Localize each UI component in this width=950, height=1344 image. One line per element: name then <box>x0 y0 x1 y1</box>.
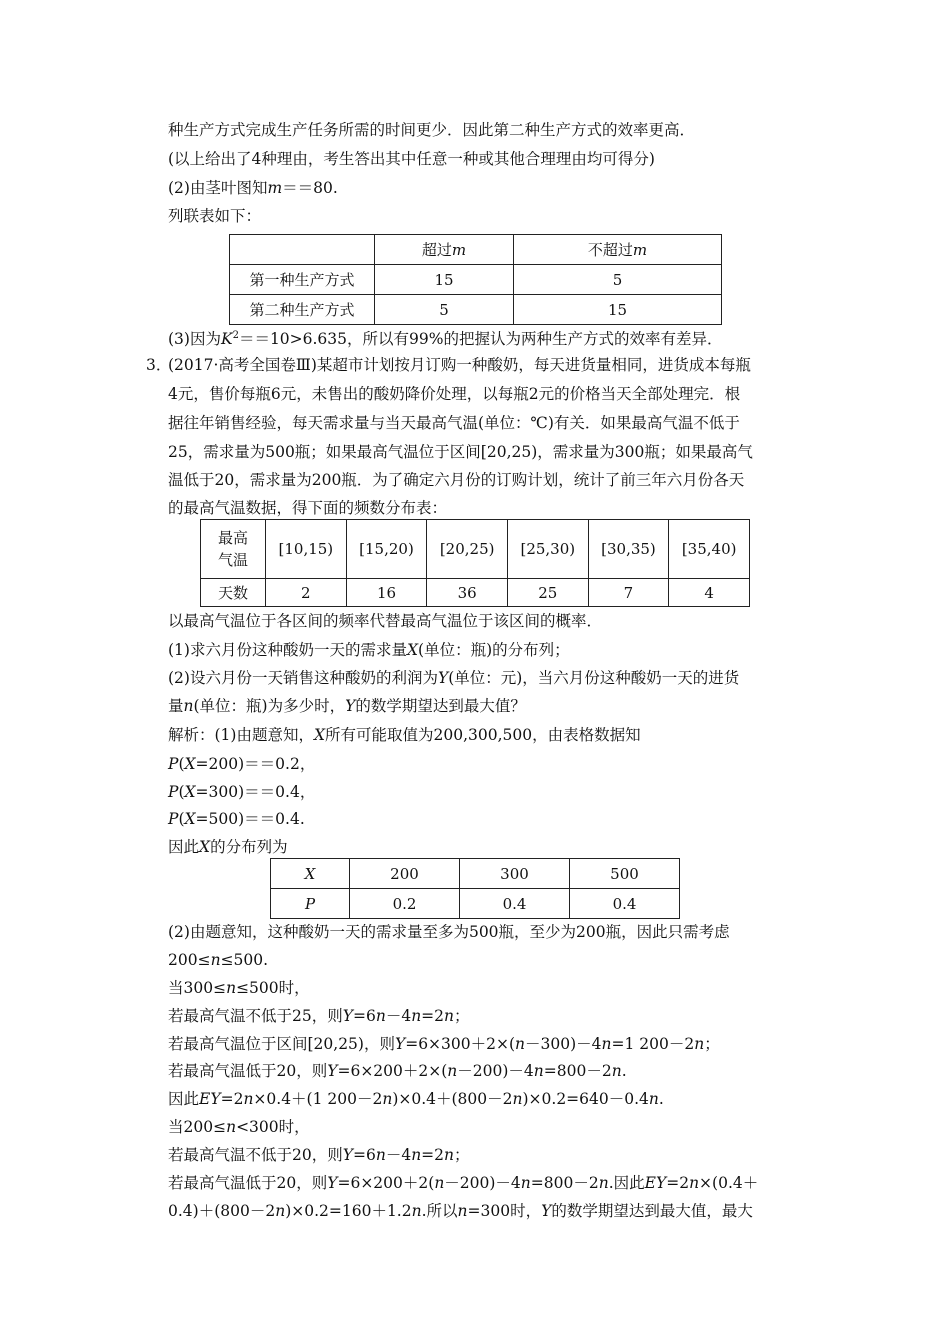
table-header-cell: [25,30) <box>507 520 588 579</box>
text-line: 25，需求量为500瓶；如果最高气温位于区间[20,25)，需求量为300瓶；如果最高气 <box>168 443 753 461</box>
table-header-cell: [10,15) <box>266 520 347 579</box>
table-cell: 5 <box>375 295 514 325</box>
table-cell: 4 <box>669 579 750 607</box>
text-line: (2)由茎叶图知m＝＝80. <box>168 179 338 197</box>
table-cell: 36 <box>427 579 508 607</box>
table-row-label: 第一种生产方式 <box>230 265 375 295</box>
text-line: 若最高气温低于20，则Y=6×200＋2(n－200)－4n=800－2n.因此EY=2n×(0.4＋ <box>168 1174 759 1192</box>
table-header-cell: [15,20) <box>346 520 427 579</box>
text-line: 列联表如下： <box>168 207 262 225</box>
text-line: 若最高气温不低于25，则Y=6n－4n=2n； <box>168 1007 470 1025</box>
text-line: (3)因为$K^2==10>6.635$，所以有99%的把握认为两种生产方式的效率有差异． <box>168 330 723 349</box>
table-cell: 2 <box>266 579 347 607</box>
text-line: 以最高气温位于各区间的频率代替最高气温位于该区间的概率． <box>168 612 603 630</box>
text-line: 量n(单位：瓶)为多少时，Y的数学期望达到最大值？ <box>168 697 526 715</box>
distribution-table <box>270 858 680 919</box>
table-cell: 300 <box>460 859 570 889</box>
text-line: P(X=200)＝＝0.2， <box>168 755 316 773</box>
text-line: P(X=500)＝＝0.4. <box>168 810 305 828</box>
question-number: 3． <box>146 356 172 374</box>
text-line: 0.4)＋(800－2n)×0.2=160＋1.2n.所以n=300时，Y的数学期望达到最大值，最大 <box>168 1202 753 1220</box>
text-line: (2017·高考全国卷Ⅲ)某超市计划按月订购一种酸奶，每天进货量相同，进货成本每瓶 <box>168 356 751 374</box>
table-row-label: 天数 <box>201 579 266 607</box>
table-row-label: P <box>271 889 350 919</box>
text-line: 若最高气温位于区间[20,25)，则Y=6×300＋2×(n－300)－4n=1 200－2n； <box>168 1035 720 1053</box>
text-line: 温低于20，需求量为200瓶．为了确定六月份的订购计划，统计了前三年六月份各天 <box>168 471 745 489</box>
table-row-label: X <box>271 859 350 889</box>
table-row-label: 第二种生产方式 <box>230 295 375 325</box>
text-line: 若最高气温不低于20，则Y=6n－4n=2n； <box>168 1146 470 1164</box>
text-line: 因此X的分布列为 <box>168 838 288 856</box>
table-cell <box>230 235 375 265</box>
table-cell: 15 <box>375 265 514 295</box>
text-line: 当200≤n<300时， <box>168 1118 310 1136</box>
table-header-cell: [30,35) <box>588 520 669 579</box>
text-line: 解析：(1)由题意知，X所有可能取值为200,300,500，由表格数据知 <box>168 726 641 744</box>
table-cell: 0.4 <box>460 889 570 919</box>
text-line: (2)由题意知，这种酸奶一天的需求量至多为500瓶，至少为200瓶，因此只需考虑 <box>168 923 730 941</box>
table-header-cell: [35,40) <box>669 520 750 579</box>
table-cell: 16 <box>346 579 427 607</box>
text-line: P(X=300)＝＝0.4， <box>168 783 316 801</box>
contingency-table <box>229 234 722 325</box>
table-header-cell: [20,25) <box>427 520 508 579</box>
text-line: 200≤n≤500. <box>168 951 269 969</box>
table-header-cell: 最高 气温 <box>201 520 266 579</box>
text-line: (以上给出了4种理由，考生答出其中任意一种或其他合理理由均可得分) <box>168 150 655 168</box>
table-cell: 15 <box>514 295 722 325</box>
table-header-cell: 超过m <box>375 235 514 265</box>
table-cell: 0.2 <box>350 889 460 919</box>
frequency-table <box>200 519 750 607</box>
text-line: 当300≤n≤500时， <box>168 979 310 997</box>
table-cell: 25 <box>507 579 588 607</box>
table-cell: 0.4 <box>570 889 680 919</box>
table-cell: 7 <box>588 579 669 607</box>
text-line: (1)求六月份这种酸奶一天的需求量X(单位：瓶)的分布列； <box>168 641 570 659</box>
table-cell: 200 <box>350 859 460 889</box>
text-line: (2)设六月份一天销售这种酸奶的利润为Y(单位：元)，当六月份这种酸奶一天的进货 <box>168 669 740 687</box>
text-line: 据往年销售经验，每天需求量与当天最高气温(单位：℃)有关．如果最高气温不低于 <box>168 414 740 432</box>
text-line: 的最高气温数据，得下面的频数分布表： <box>168 499 448 517</box>
text-line: 因此EY=2n×0.4＋(1 200－2n)×0.4＋(800－2n)×0.2=640－0.4n. <box>168 1090 664 1108</box>
text-line: 种生产方式完成生产任务所需的时间更少．因此第二种生产方式的效率更高． <box>168 121 696 139</box>
text-line: 若最高气温低于20，则Y=6×200＋2×(n－200)－4n=800－2n. <box>168 1062 627 1080</box>
table-cell: 500 <box>570 859 680 889</box>
table-cell: 5 <box>514 265 722 295</box>
text-line: 4元，售价每瓶6元，未售出的酸奶降价处理，以每瓶2元的价格当天全部处理完．根 <box>168 385 741 403</box>
table-header-cell: 不超过m <box>514 235 722 265</box>
